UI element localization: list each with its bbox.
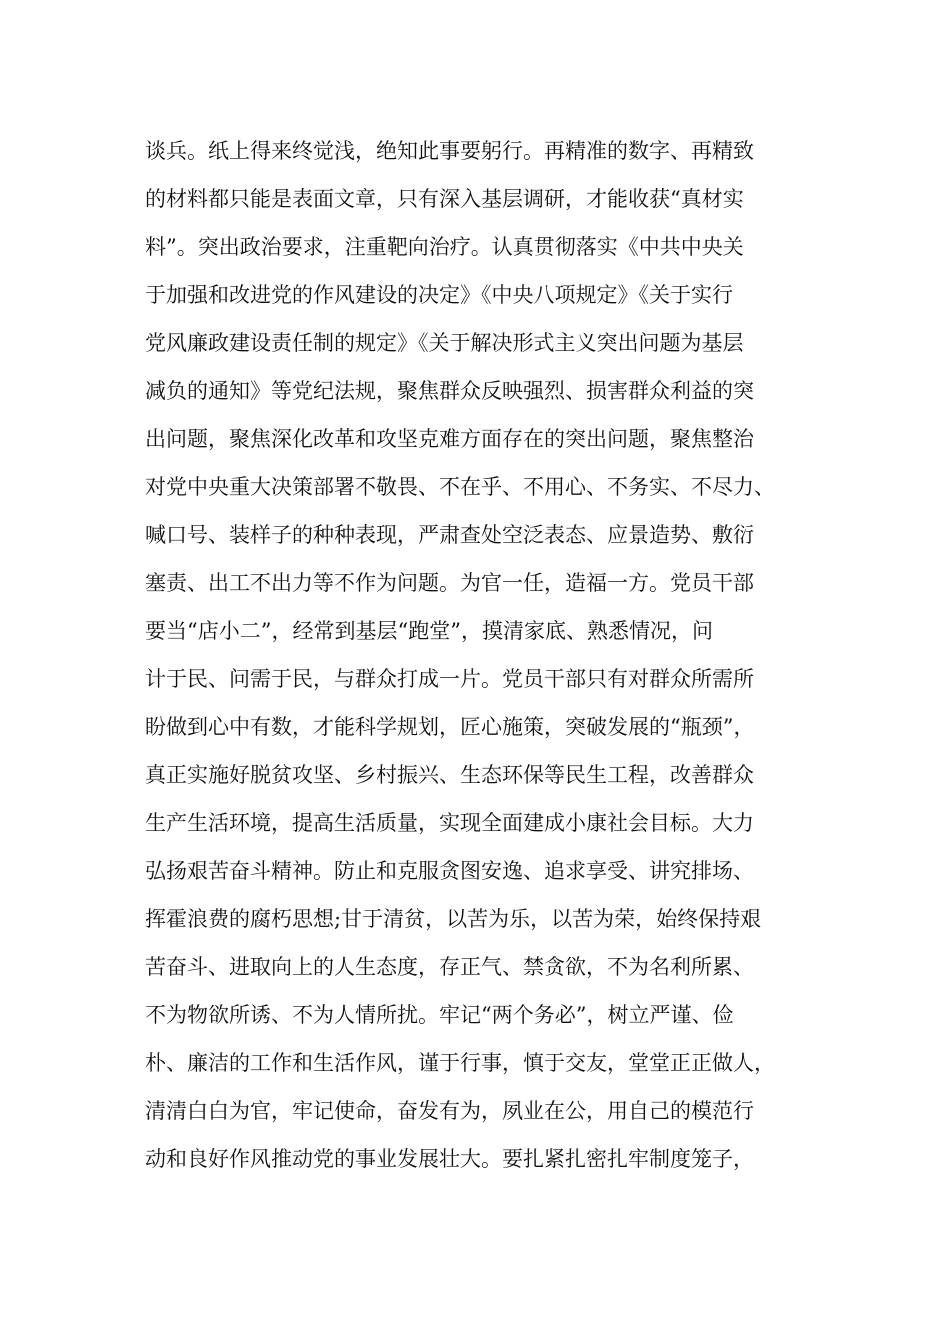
text-line: 谈兵。纸上得来终觉浅，绝知此事要躬行。再精准的数字、再精致 [145,139,754,163]
text-line: 塞责、出工不出力等不作为问题。为官一任，造福一方。党员干部 [145,571,754,595]
text-line: 料”。突出政治要求，注重靶向治疗。认真贯彻落实《中共中央关 [145,235,744,259]
text-line: 苦奋斗、进取向上的人生态度，存正气、禁贪欲，不为名利所累、 [145,955,754,979]
text-line: 生产生活环境，提高生活质量，实现全面建成小康社会目标。大力 [145,811,754,835]
text-line: 挥霍浪费的腐朽思想;甘于清贫，以苦为乐，以苦为荣，始终保持艰 [145,907,762,931]
text-line: 盼做到心中有数，才能科学规划，匠心施策，突破发展的“瓶颈”， [145,715,755,739]
text-line: 出问题，聚焦深化改革和攻坚克难方面存在的突出问题，聚焦整治 [145,427,754,451]
text-line: 真正实施好脱贫攻坚、乡村振兴、生态环保等民生工程，改善群众 [145,763,754,787]
text-line: 清清白白为官，牢记使命，奋发有为，夙业在公，用自己的模范行 [145,1099,754,1123]
text-line: 动和良好作风推动党的事业发展壮大。要扎紧扎密扎牢制度笼子， [145,1147,754,1171]
text-line: 对党中央重大决策部署不敬畏、不在乎、不用心、不务实、不尽力、 [145,475,775,499]
text-line: 朴、廉洁的工作和生活作风，谨于行事，慎于交友，堂堂正正做人， [145,1051,775,1075]
text-line: 党风廉政建设责任制的规定》《关于解决形式主义突出问题为基层 [145,331,744,355]
text-line: 计于民、问需于民，与群众打成一片。党员干部只有对群众所需所 [145,667,754,691]
text-line: 于加强和改进党的作风建设的决定》《中央八项规定》《关于实行 [145,283,733,307]
text-line: 减负的通知》等党纪法规，聚焦群众反映强烈、损害群众利益的突 [145,379,754,403]
text-line: 弘扬艰苦奋斗精神。防止和克服贪图安逸、追求享受、讲究排场、 [145,859,754,883]
text-line: 要当“店小二”，经常到基层“跑堂”，摸清家底、熟悉情况，问 [145,619,713,643]
text-line: 的材料都只能是表面文章，只有深入基层调研，才能收获“真材实 [145,187,744,211]
text-line: 不为物欲所诱、不为人情所扰。牢记“两个务必”，树立严谨、俭 [145,1003,734,1027]
text-line: 喊口号、装样子的种种表现，严肃查处空泛表态、应景造势、敷衍 [145,523,754,547]
body-text [145,127,805,1183]
